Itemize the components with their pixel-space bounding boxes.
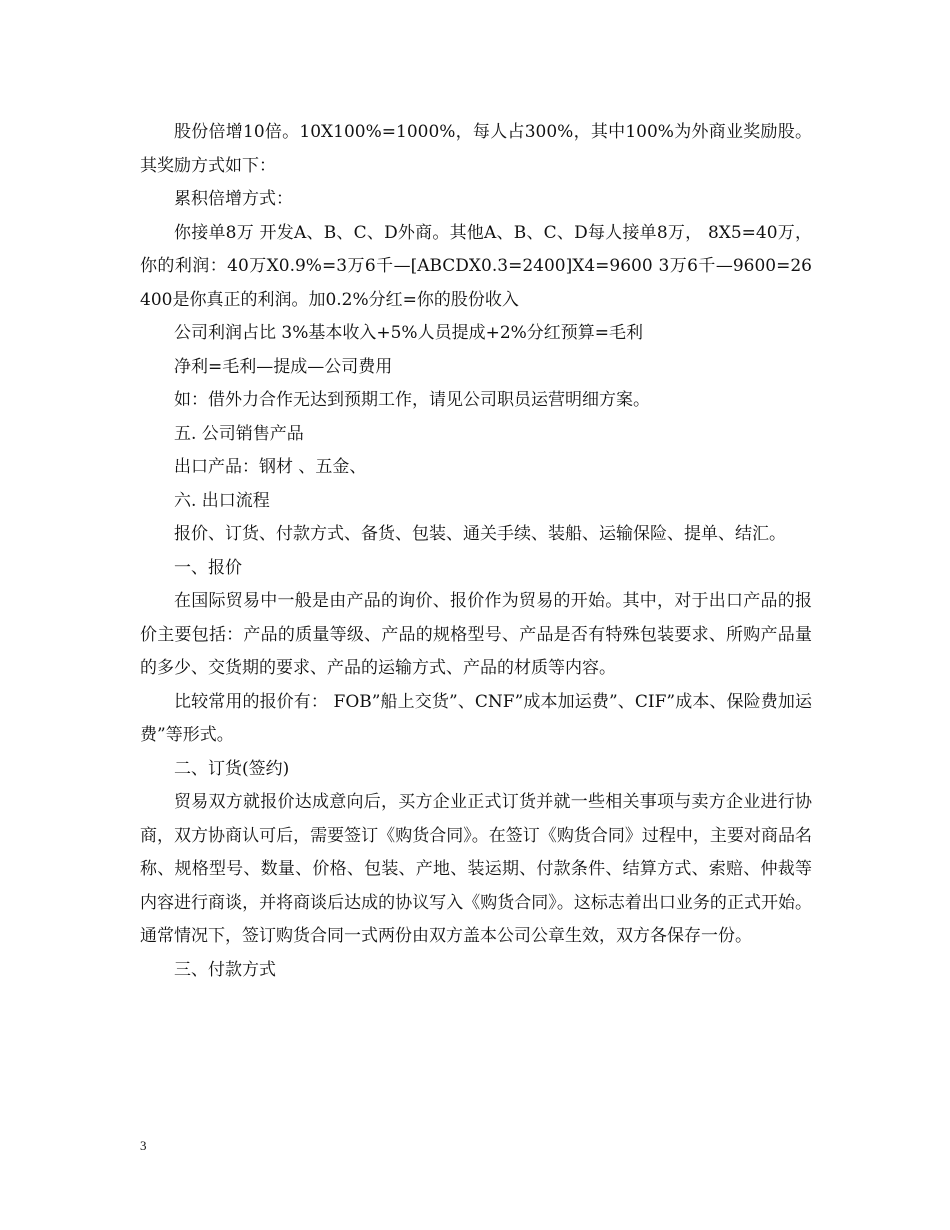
section-heading: 六. 出口流程 bbox=[174, 490, 270, 511]
paragraph: 报价、订货、付款方式、备货、包装、通关手续、装船、运输保险、提单、结汇。 bbox=[174, 524, 786, 544]
subsection-heading: 二、订货(签约) bbox=[174, 758, 290, 779]
paragraph: 股份倍增10倍。10X100%=1000%，每人占300%，其中100%为外商业奖励股。其奖励方式如下： bbox=[140, 122, 812, 176]
paragraph: 比较常用的报价有： FOB”船上交货”、CNF”成本加运费”、CIF”成本、保险费加运费”等形式。 bbox=[140, 691, 812, 745]
paragraph: 在国际贸易中一般是由产品的询价、报价作为贸易的开始。其中，对于出口产品的报价主要包括：产品的质量等级、产品的规格型号、产品是否有特殊包装要求、所购产品量的多少、交货期的要求、产品的运输方式、产品的材质等内容。 bbox=[140, 591, 812, 678]
subsection-heading: 三、付款方式 bbox=[174, 959, 276, 980]
paragraph: 出口产品：钢材 、五金、 bbox=[174, 457, 367, 477]
section-heading: 五. 公司销售产品 bbox=[174, 423, 304, 444]
paragraph: 净利=毛利—提成—公司费用 bbox=[174, 356, 393, 377]
paragraph: 贸易双方就报价达成意向后，买方企业正式订货并就一些相关事项与卖方企业进行协商，双方协商认可后，需要签订《购货合同》。在签订《购货合同》过程中，主要对商品名称、规格型号、数量、价格、包装、产地、装运期、付款条件、结算方式、索赔、仲裁等内容进行商谈，并将商谈后达成的协议写入《购货合同》。这标志着出口业务的正式开始。通常情况下，签订购货合同一式两份由双方盖本公司公章生效，双方各保存一份。 bbox=[140, 792, 812, 946]
paragraph: 公司利润占比 3%基本收入+5%人员提成+2%分红预算=毛利 bbox=[174, 323, 644, 343]
paragraph: 你接单8万 开发A、B、C、D外商。其他A、B、C、D每人接单8万， 8X5=40万，你的利润：40万X0.9%=3万6千—[ABCDX0.3=2400]X4=9600 3万6千—9600=26400是你真正的利润。加0.2%分红=你的股份收入 bbox=[140, 222, 812, 310]
paragraph: 如：借外力合作无达到预期工作，请见公司职员运营明细方案。 bbox=[174, 390, 650, 410]
paragraph: 累积倍增方式： bbox=[174, 189, 293, 209]
page-number: 3 bbox=[140, 1138, 147, 1153]
subsection-heading: 一、报价 bbox=[174, 557, 242, 578]
document-body bbox=[140, 116, 812, 987]
